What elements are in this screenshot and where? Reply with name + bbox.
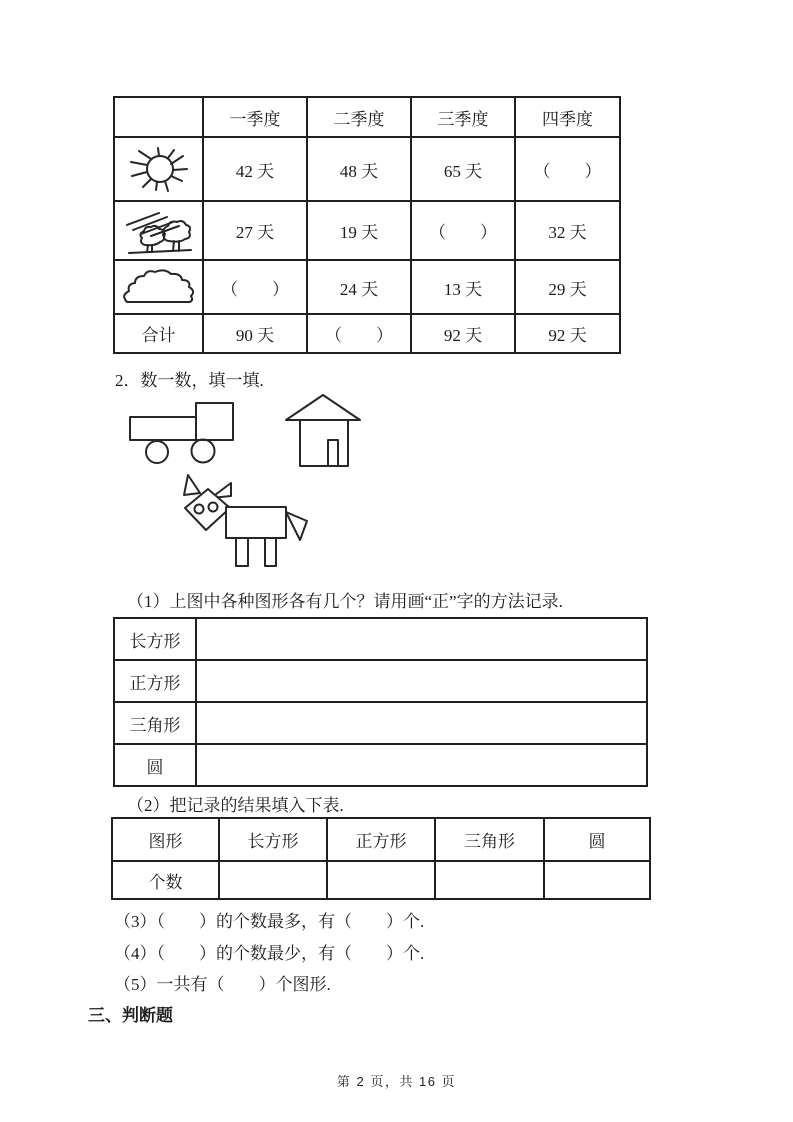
shapes-figure bbox=[123, 393, 368, 578]
result-header: 三角形 bbox=[435, 818, 544, 861]
result-header: 圆 bbox=[544, 818, 650, 861]
weather-days-table bbox=[113, 96, 621, 354]
tally-table bbox=[113, 617, 648, 787]
shape-label: 长方形 bbox=[114, 618, 196, 660]
table-row bbox=[114, 702, 647, 744]
days-cell: 32 天 bbox=[515, 201, 620, 260]
quarter-header: 三季度 bbox=[411, 97, 515, 137]
question2-title: 2．数一数，填一填. bbox=[115, 371, 264, 390]
shape-label: 三角形 bbox=[114, 702, 196, 744]
days-cell: 92 天 bbox=[515, 314, 620, 353]
table-row bbox=[112, 861, 650, 899]
days-cell: 19 天 bbox=[307, 201, 411, 260]
table-row bbox=[114, 137, 620, 201]
question2-part1: （1）上图中各种图形各有几个？请用画“正”字的方法记录. bbox=[127, 592, 563, 611]
table-row bbox=[114, 260, 620, 314]
question2-part4: （4）（ ）的个数最少，有（ ）个. bbox=[114, 944, 425, 963]
question2-part2: （2）把记录的结果填入下表. bbox=[127, 796, 344, 815]
weather-corner-cell bbox=[114, 97, 203, 137]
truck-shape bbox=[130, 403, 233, 463]
quarter-header: 一季度 bbox=[203, 97, 307, 137]
count-blank-cell bbox=[435, 861, 544, 899]
table-row bbox=[114, 744, 647, 786]
result-table bbox=[111, 817, 651, 900]
cow-shape bbox=[184, 475, 307, 566]
days-cell: 90 天 bbox=[203, 314, 307, 353]
table-row bbox=[112, 818, 650, 861]
cloud-icon bbox=[114, 260, 203, 314]
question2-part5: （5）一共有（ ）个图形. bbox=[114, 975, 331, 994]
count-blank-cell bbox=[327, 861, 435, 899]
table-row bbox=[114, 201, 620, 260]
sun-icon bbox=[114, 137, 203, 201]
total-row-label: 合计 bbox=[114, 314, 203, 353]
result-header: 图形 bbox=[112, 818, 219, 861]
tally-blank-cell bbox=[196, 660, 647, 702]
quarter-header: 四季度 bbox=[515, 97, 620, 137]
result-header: 正方形 bbox=[327, 818, 435, 861]
days-cell: 27 天 bbox=[203, 201, 307, 260]
days-cell: 24 天 bbox=[307, 260, 411, 314]
house-shape bbox=[286, 395, 360, 466]
shape-label: 圆 bbox=[114, 744, 196, 786]
count-row-label: 个数 bbox=[112, 861, 219, 899]
page-number-indicator: 第 2 页，共 16 页 bbox=[336, 1074, 457, 1089]
table-row bbox=[114, 618, 647, 660]
blank-parens-cell: （ ） bbox=[411, 201, 515, 260]
count-blank-cell bbox=[219, 861, 327, 899]
blank-parens-cell: （ ） bbox=[307, 314, 411, 353]
table-row bbox=[114, 314, 620, 353]
quarter-header: 二季度 bbox=[307, 97, 411, 137]
days-cell: 92 天 bbox=[411, 314, 515, 353]
table-row bbox=[114, 660, 647, 702]
count-blank-cell bbox=[544, 861, 650, 899]
blank-parens-cell: （ ） bbox=[203, 260, 307, 314]
question2-part3: （3）（ ）的个数最多，有（ ）个. bbox=[114, 912, 425, 931]
days-cell: 42 天 bbox=[203, 137, 307, 201]
windy-trees-icon bbox=[114, 201, 203, 260]
section3-title: 三、判断题 bbox=[88, 1006, 173, 1025]
blank-parens-cell: （ ） bbox=[515, 137, 620, 201]
tally-blank-cell bbox=[196, 702, 647, 744]
tally-blank-cell bbox=[196, 744, 647, 786]
days-cell: 13 天 bbox=[411, 260, 515, 314]
shape-label: 正方形 bbox=[114, 660, 196, 702]
tally-blank-cell bbox=[196, 618, 647, 660]
result-header: 长方形 bbox=[219, 818, 327, 861]
days-cell: 65 天 bbox=[411, 137, 515, 201]
days-cell: 29 天 bbox=[515, 260, 620, 314]
days-cell: 48 天 bbox=[307, 137, 411, 201]
